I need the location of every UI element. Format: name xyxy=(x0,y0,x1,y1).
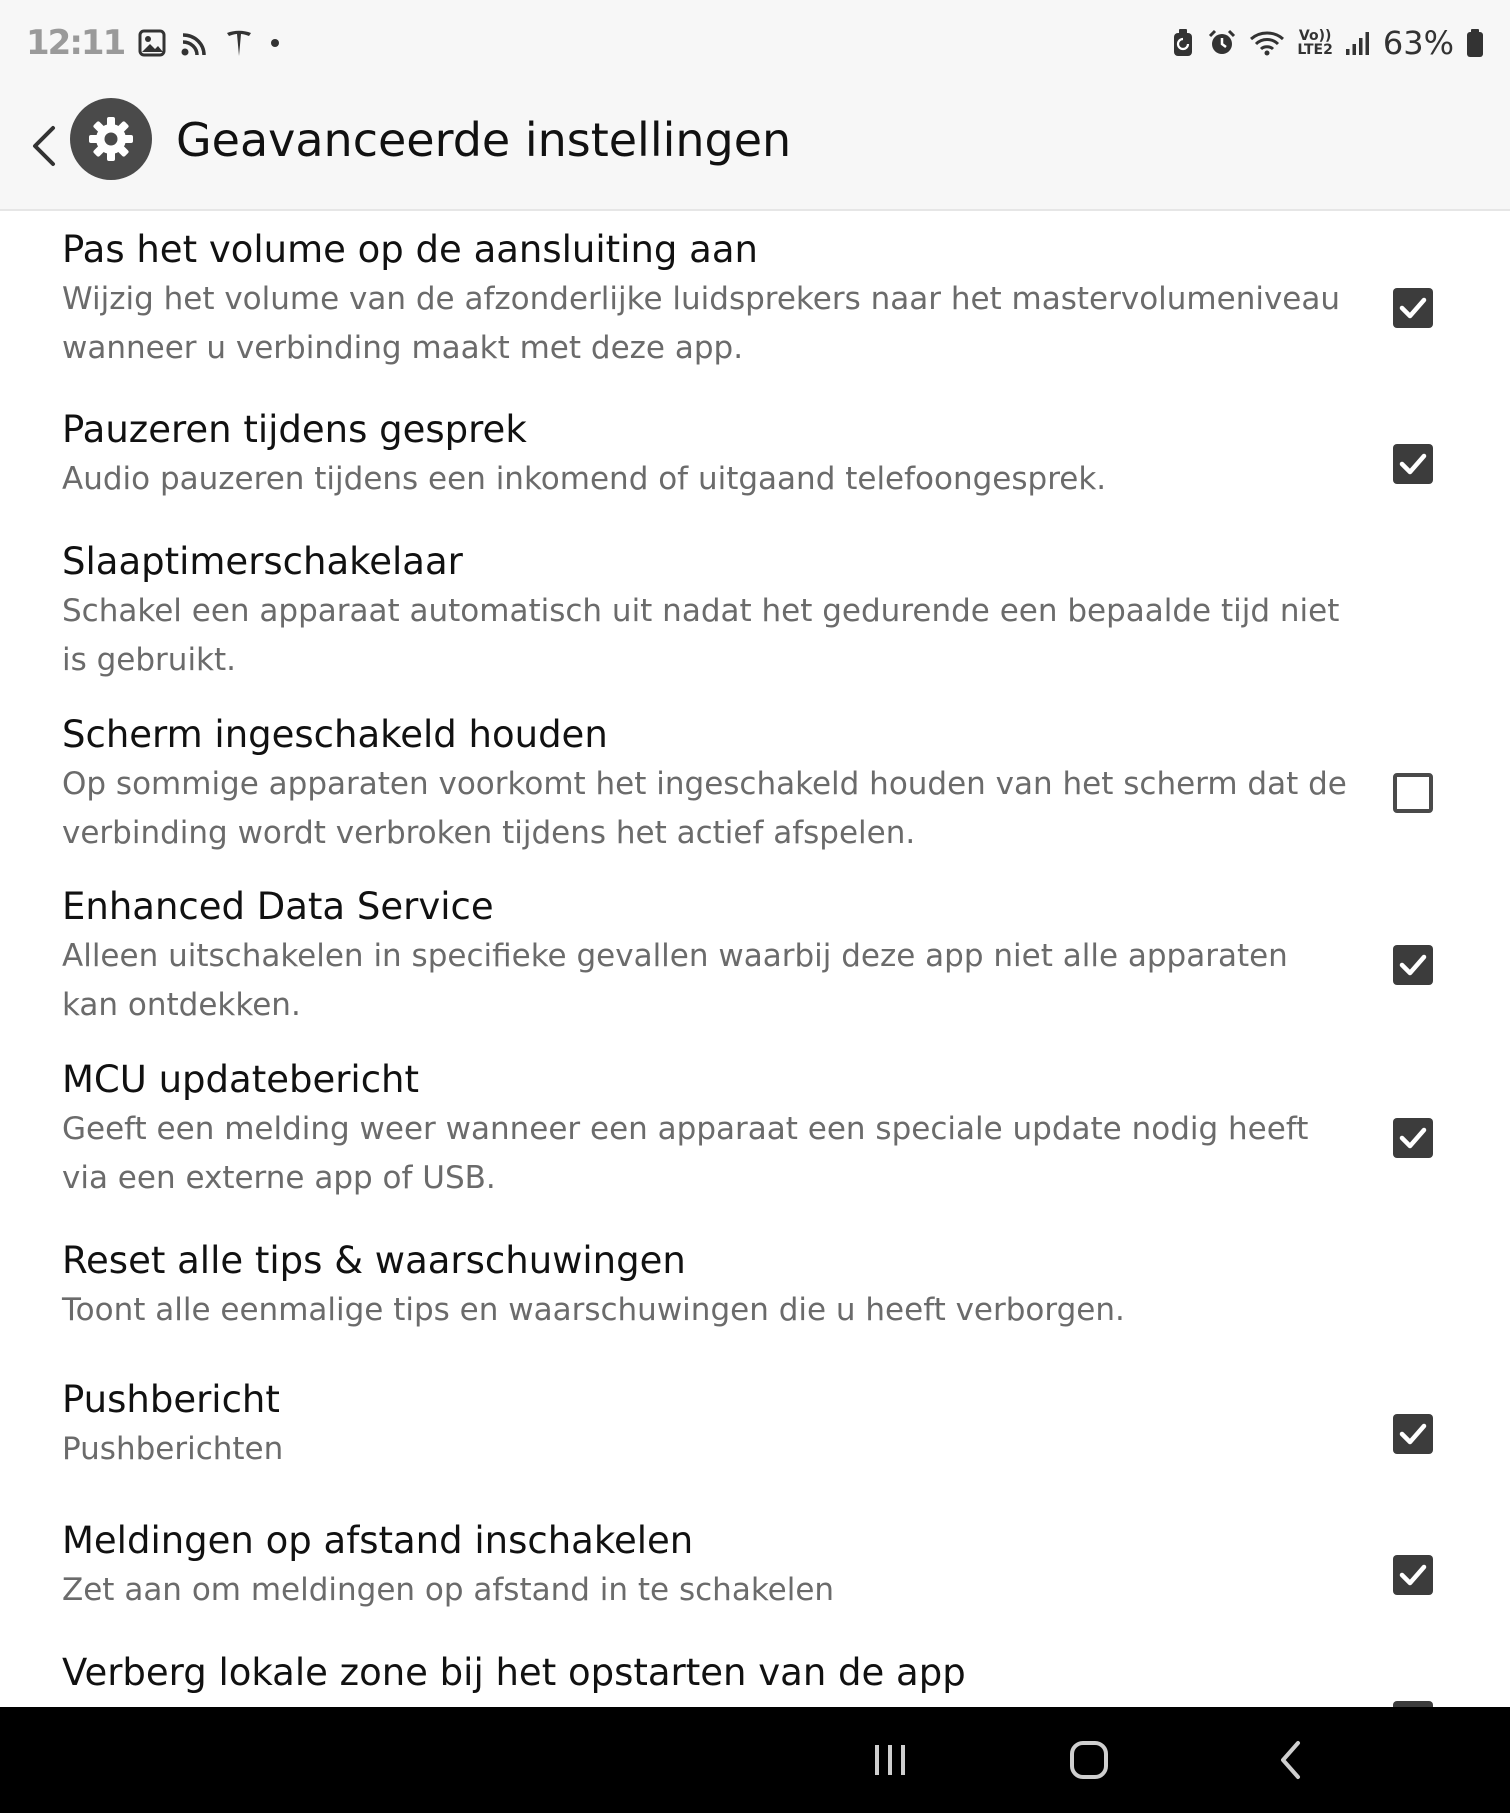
setting-checkbox[interactable] xyxy=(1393,288,1433,328)
app-bar xyxy=(0,86,1510,211)
setting-description: Pushberichten xyxy=(62,1431,284,1467)
chevron-left-icon xyxy=(29,124,59,168)
setting-title: Enhanced Data Service xyxy=(62,885,494,928)
setting-item-push-notification[interactable] xyxy=(0,1375,1510,1485)
setting-title: MCU updatebericht xyxy=(62,1058,420,1101)
setting-item-sleep-timer[interactable] xyxy=(0,537,1510,687)
setting-checkbox[interactable] xyxy=(1393,1414,1433,1454)
volte-label: Vo)) xyxy=(1298,28,1332,44)
cast-icon xyxy=(180,29,210,57)
setting-title: Pauzeren tijdens gesprek xyxy=(62,408,527,451)
setting-item-remote-notifications[interactable] xyxy=(0,1516,1510,1626)
battery-percent: 63% xyxy=(1382,24,1454,62)
check-icon xyxy=(1393,444,1433,484)
setting-item-mcu-update[interactable] xyxy=(0,1055,1510,1205)
wifi-icon xyxy=(1249,29,1285,57)
status-left xyxy=(26,20,282,66)
check-icon xyxy=(1393,288,1433,328)
status-right xyxy=(1171,20,1484,66)
home-icon xyxy=(1069,1740,1109,1780)
setting-checkbox[interactable] xyxy=(1393,945,1433,985)
nav-back-button[interactable] xyxy=(1261,1735,1321,1785)
battery-icon xyxy=(1466,28,1484,58)
setting-description: Zet aan om meldingen op afstand in te schakelen xyxy=(62,1572,835,1608)
dot-icon xyxy=(268,36,282,50)
gallery-icon xyxy=(138,29,166,57)
setting-title: Meldingen op afstand inschakelen xyxy=(62,1519,694,1562)
signal-icon xyxy=(1345,30,1371,56)
setting-title: Pas het volume op de aansluiting aan xyxy=(62,228,758,271)
back-arrow-icon xyxy=(1276,1740,1306,1780)
battery-saver-icon xyxy=(1171,28,1195,58)
setting-description: Audio pauzeren tijdens een inkomend of uitgaand telefoongesprek. xyxy=(62,461,1107,497)
setting-title: Scherm ingeschakeld houden xyxy=(62,713,608,756)
setting-item-keep-screen-on[interactable] xyxy=(0,710,1510,860)
setting-description: Op sommige apparaten voorkomt het ingeschakeld houden van het scherm dat de verbinding wordt verbroken tijdens het actief afspelen. xyxy=(62,766,1347,851)
setting-item-reset-tips[interactable] xyxy=(0,1236,1510,1346)
page-title: Geavanceerde instellingen xyxy=(176,113,792,167)
setting-item-enhanced-data-service[interactable] xyxy=(0,882,1510,1032)
setting-description: Alleen uitschakelen in specifieke gevallen waarbij deze app niet alle apparaten kan ontdekken. xyxy=(62,938,1288,1023)
setting-description: Wijzig het volume van de afzonderlijke luidsprekers naar het mastervolumeniveau wanneer u verbinding maakt met deze app. xyxy=(62,281,1341,366)
tesla-icon xyxy=(224,28,254,58)
check-icon xyxy=(1393,945,1433,985)
gear-icon xyxy=(88,116,134,162)
settings-badge xyxy=(70,98,152,180)
setting-checkbox[interactable] xyxy=(1393,444,1433,484)
home-button[interactable] xyxy=(1059,1735,1119,1785)
setting-checkbox[interactable] xyxy=(1393,1118,1433,1158)
setting-description: Schakel een apparaat automatisch uit nadat het gedurende een bepaalde tijd niet is gebruikt. xyxy=(62,593,1340,678)
setting-item-pause-during-call[interactable] xyxy=(0,405,1510,515)
lte-label: LTE2 xyxy=(1297,42,1333,58)
setting-title: Reset alle tips & waarschuwingen xyxy=(62,1239,686,1282)
check-icon xyxy=(1393,1118,1433,1158)
check-icon xyxy=(1393,1555,1433,1595)
setting-description: Geeft een melding weer wanneer een apparaat een speciale update nodig heeft via een externe app of USB. xyxy=(62,1111,1309,1196)
setting-checkbox[interactable] xyxy=(1393,1555,1433,1595)
setting-checkbox[interactable] xyxy=(1393,773,1433,813)
back-button[interactable] xyxy=(22,116,66,176)
status-bar xyxy=(0,0,1510,86)
recents-button[interactable] xyxy=(860,1735,920,1785)
recents-icon xyxy=(870,1742,910,1778)
setting-title: Pushbericht xyxy=(62,1378,280,1421)
setting-item-adjust-volume[interactable] xyxy=(0,225,1510,375)
settings-list[interactable] xyxy=(0,211,1510,1707)
setting-title: Verberg lokale zone bij het opstarten van de app xyxy=(62,1651,966,1694)
setting-title: Slaaptimerschakelaar xyxy=(62,540,463,583)
setting-description: Toont alle eenmalige tips en waarschuwingen die u heeft verborgen. xyxy=(62,1292,1125,1328)
check-icon xyxy=(1393,1414,1433,1454)
setting-item-hide-local-zone[interactable] xyxy=(0,1648,1510,1707)
network-type-label xyxy=(1297,29,1332,57)
navigation-bar xyxy=(0,1707,1510,1813)
status-time: 12:11 xyxy=(26,23,125,63)
alarm-icon xyxy=(1207,28,1237,58)
